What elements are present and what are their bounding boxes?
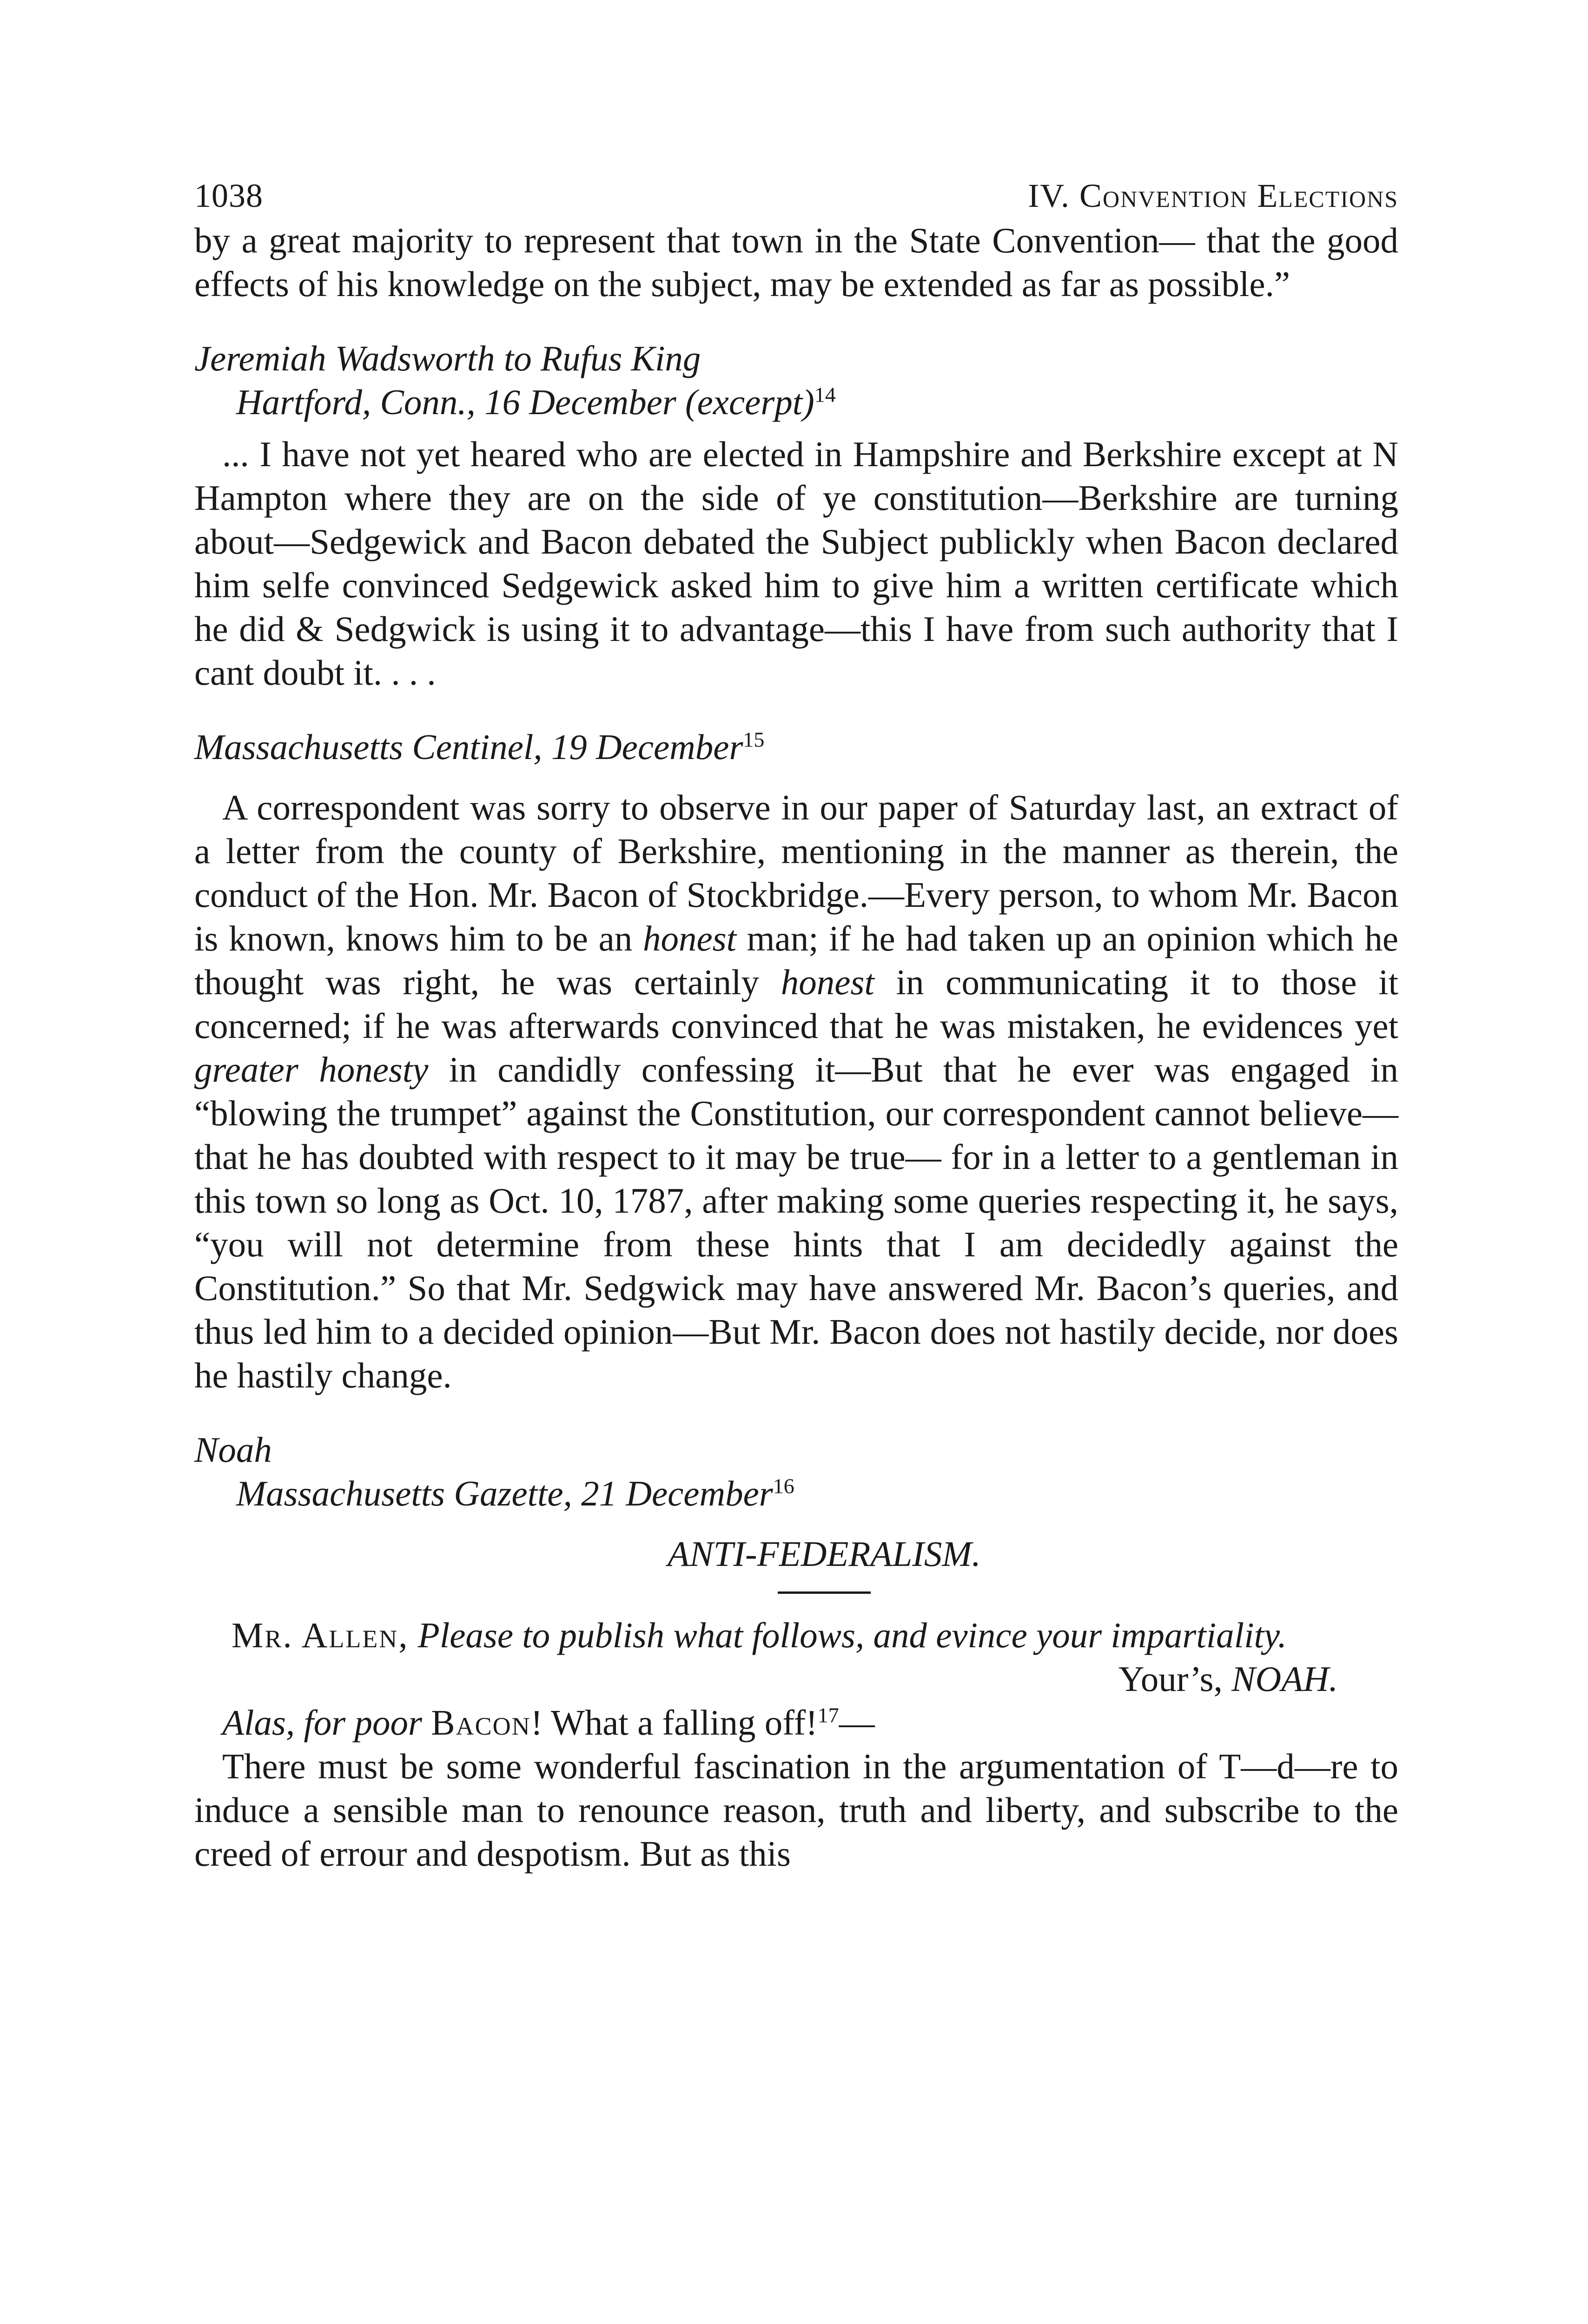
centinel-heading: Massachusetts Centinel, 19 December$^{15}$ <box>194 727 765 767</box>
wadsworth-letter-text: ... I have not yet heared who are elected in Hampshire and Berkshire except at N Hampton where they are on the side of ye constitution—Berkshire are turning about—Sedgewick and Bacon debated the Subject publickly when Bacon declared him selfe convinced Sedgewick asked him to give him a written certificate which he did & Sedgwick is using it to advantage—this I have from such authority that I cant doubt it. . . . <box>194 434 1398 693</box>
document-page <box>194 167 1398 1875</box>
noah-article-text: There must be some wonderful fascination in the argumentation of T—d—re to induce a sensible man to renounce reason, truth and liberty, and subscribe to the creed of errour and despotism. But as this <box>194 1746 1398 1874</box>
centinel-article-text: A correspondent was sorry to observe in our paper of Saturday last, an extract of a letter from the county of Berkshire, mentioning in the manner as therein, the conduct of the Hon. Mr. Bacon of Stockbridge.—Every person, to whom Mr. Bacon is known, knows him to be an honest man; if he had taken up an opinion which he thought was right, he was certainly honest in communicating it to those it concerned; if he was afterwards convinced that he was mistaken, he evidences yet greater honesty in candidly confessing it—But that he ever was engaged in “blowing the trumpet” against the Constitution, our correspondent cannot believe—that he has doubted with respect to it may be true— for in a letter to a gentleman in this town so long as Oct. 10, 1787, after making some queries respecting it, he says, “you will not determine from these hints that I am decidedly against the Constitution.” So that Mr. Sedgwick may have answered Mr. Bacon’s queries, and thus led him to a decided opinion—But Mr. Bacon does not hastily decide, nor does he hastily change. <box>194 787 1399 1395</box>
address-line: Mr. Allen, Please to publish what follows, and evince your impartiality. <box>232 1615 1287 1655</box>
emphasis-honest-2: honest <box>781 962 874 1002</box>
footnote-ref-16: 16 <box>773 1474 794 1498</box>
wadsworth-heading: Jeremiah Wadsworth to Rufus King <box>194 338 701 378</box>
exclamation-line: Alas, for poor Bacon! What a falling off!$^{17}$— <box>222 1703 875 1743</box>
footnote-ref-15: 15 <box>743 727 765 752</box>
footnote-ref-17: 17 <box>817 1703 839 1727</box>
page-number: 1038 <box>194 177 263 214</box>
opening-paragraph: by a great majority to represent that town in the State Convention— that the good effects of his knowledge on the subject, may be extended as far as possible.” <box>194 220 1398 304</box>
emphasis-greater-honesty: greater honesty <box>194 1050 429 1089</box>
wadsworth-place-date: Hartford, Conn., 16 December (excerpt)$^{14}$ <box>236 382 836 422</box>
section-title: IV. Convention Elections <box>1028 177 1398 214</box>
article-title: ANTI-FEDERALISM. <box>668 1534 981 1574</box>
noah-heading: Noah <box>194 1430 272 1470</box>
noah-source: Massachusetts Gazette, 21 December$^{16}$ <box>236 1473 794 1513</box>
emphasis-honest: honest <box>642 918 736 958</box>
title-rule <box>778 1591 871 1594</box>
signature-line: Your’s, NOAH. <box>1118 1659 1338 1699</box>
running-head <box>194 167 1398 218</box>
footnote-ref-14: 14 <box>814 383 836 407</box>
